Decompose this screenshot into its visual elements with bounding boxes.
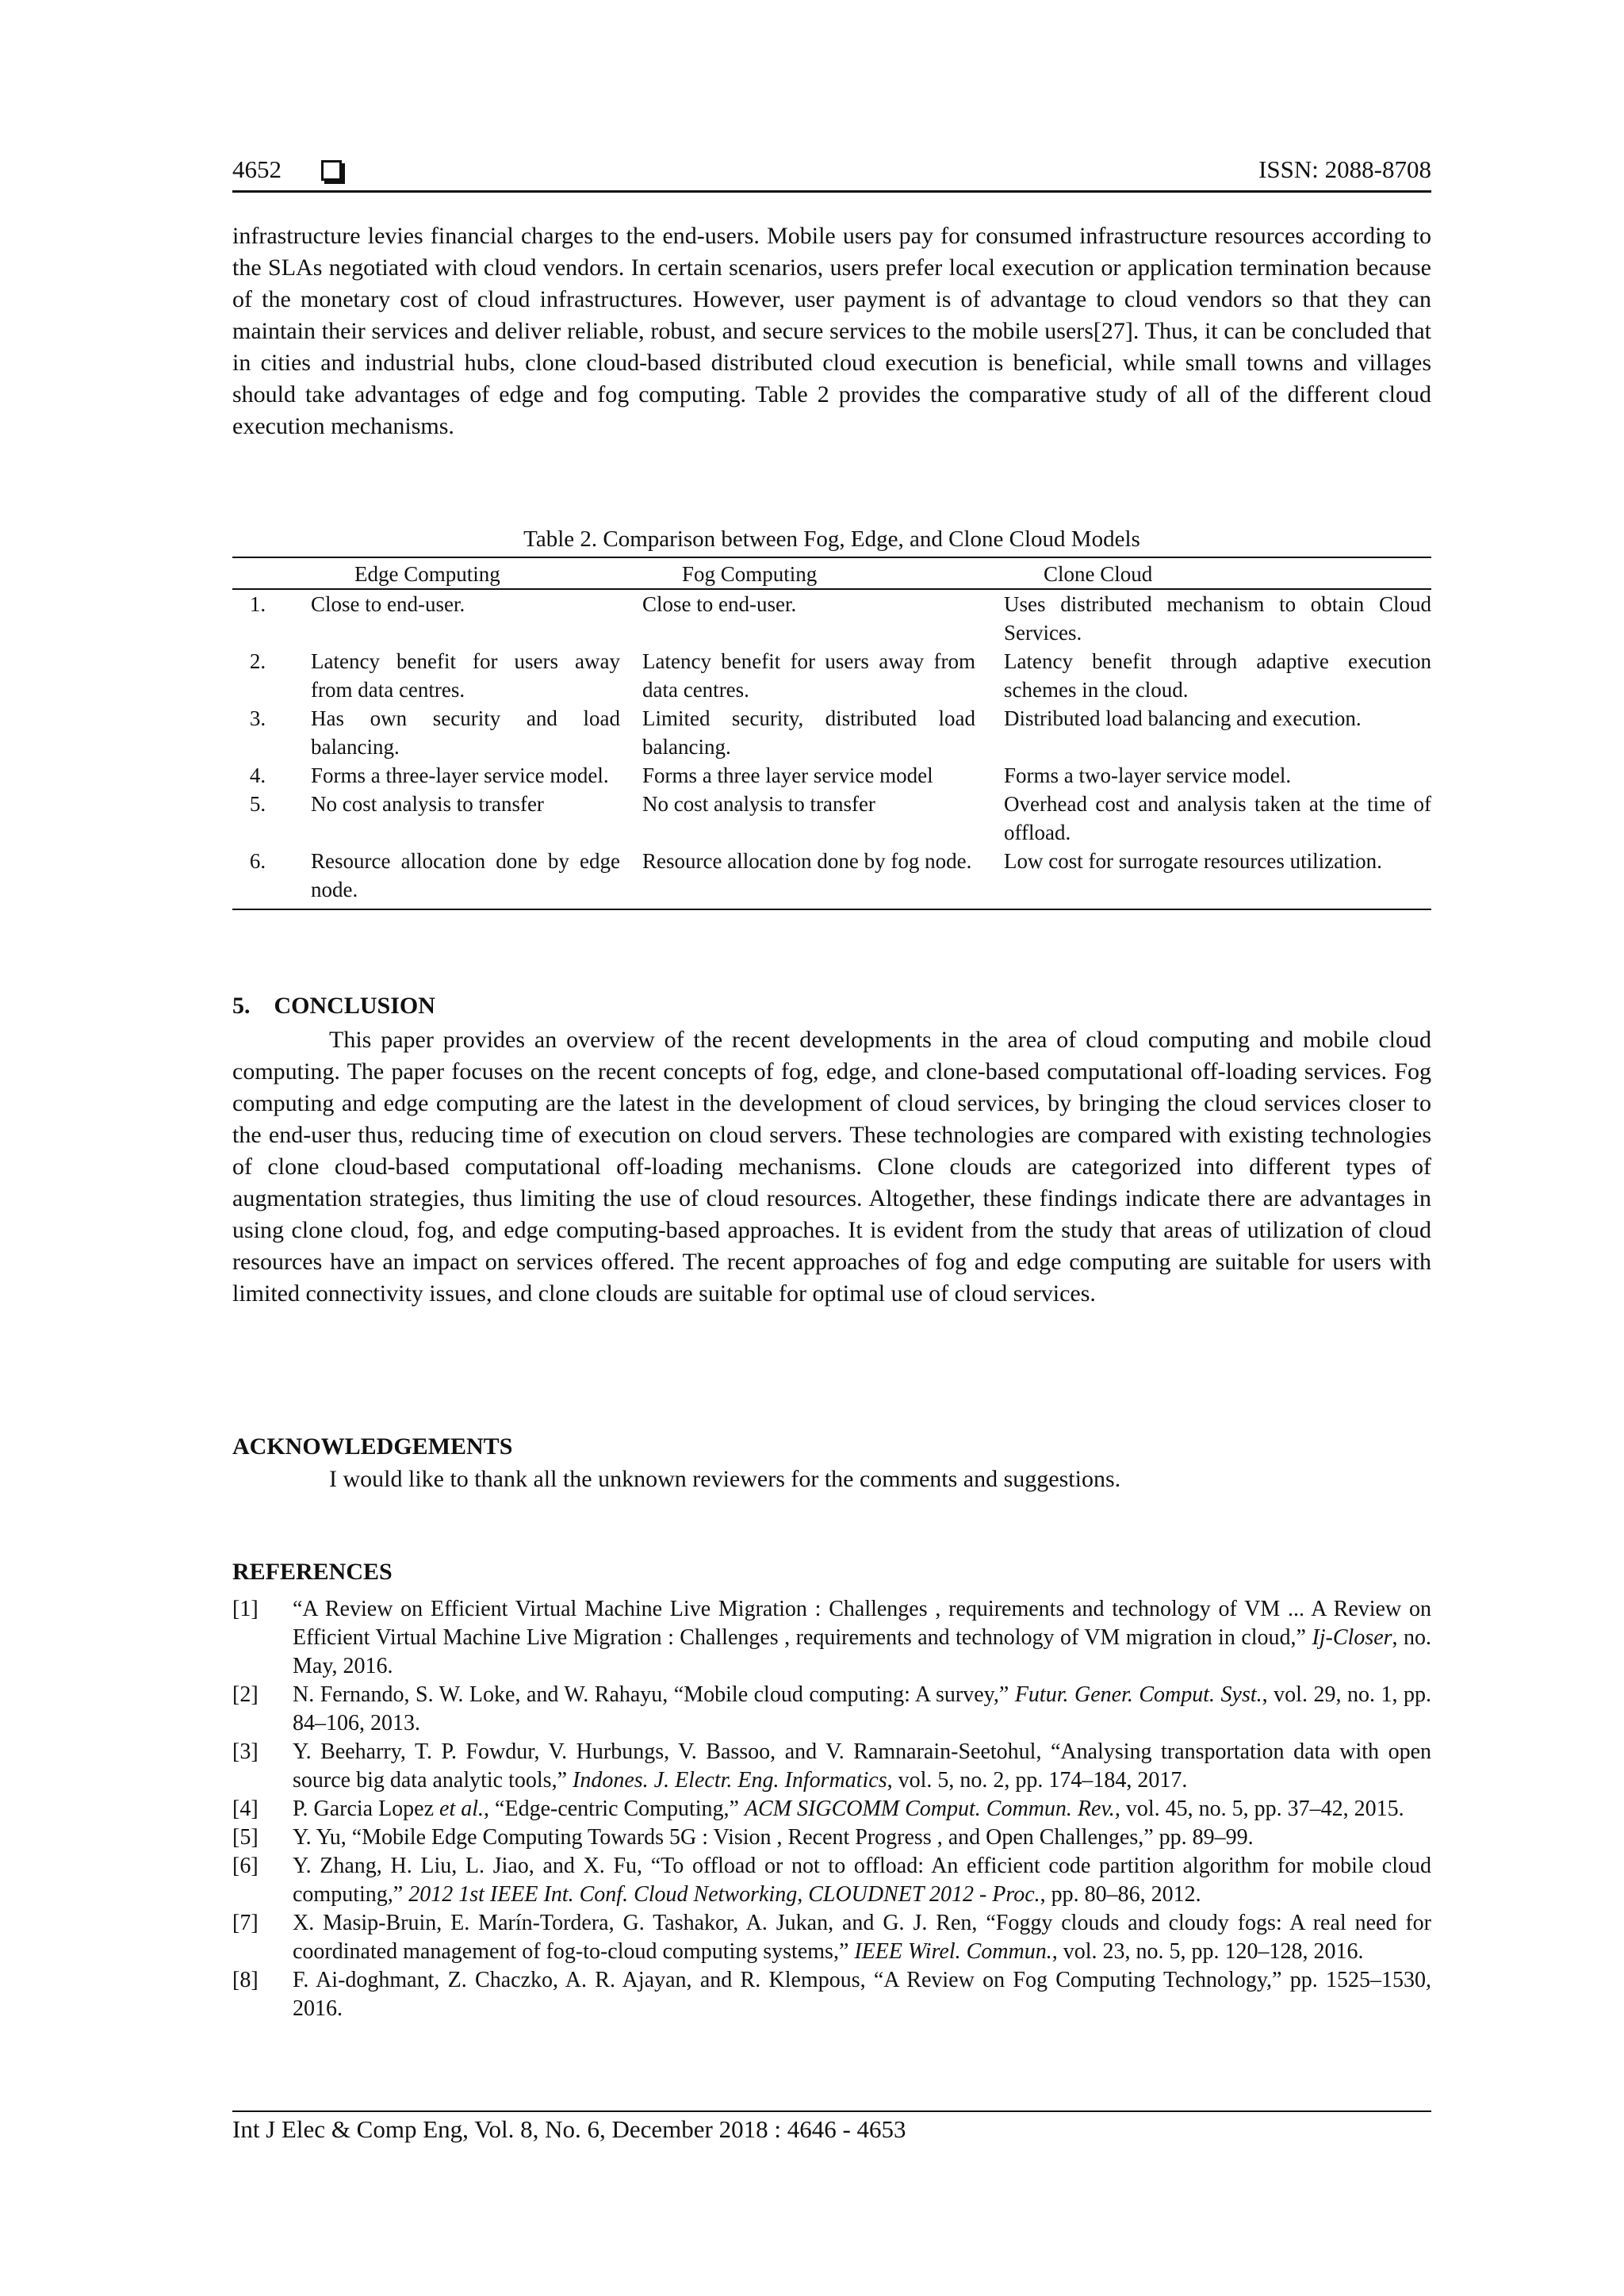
fog-cell: Limited security, distributed load balancing.	[642, 706, 975, 759]
reference-text: F. Ai-doghmant, Z. Chaczko, A. R. Ajayan, and R. Klempous, “A Review on Fog Computing Technology,” pp. 1525–1530, 2016.	[293, 1968, 1431, 2021]
running-header	[232, 155, 1431, 190]
table-row	[232, 647, 1431, 704]
reference-text: , vol. 23, no. 5, pp. 120–128, 2016.	[1051, 1939, 1364, 1964]
table-row	[232, 847, 1431, 909]
reference-venue: Indones. J. Electr. Eng. Informatics	[573, 1768, 887, 1793]
table-row	[232, 589, 1431, 647]
fog-cell: Close to end-user.	[642, 592, 797, 616]
edge-cell: Latency benefit for users away from data centres.	[311, 649, 620, 702]
table-header-fog: Fog Computing	[642, 557, 975, 589]
edge-cell: Close to end-user.	[311, 592, 465, 616]
reference-number: [2]	[232, 1682, 259, 1707]
reference-venue: IEEE Wirel. Commun.	[854, 1939, 1052, 1964]
edge-cell: Has own security and load balancing.	[311, 706, 620, 759]
reference-number: [7]	[232, 1911, 259, 1935]
reference-number: [1]	[232, 1597, 259, 1621]
clone-cell: Low cost for surrogate resources utilization.	[1004, 847, 1431, 909]
table-header-row	[232, 557, 1431, 589]
acknowledgements-heading: ACKNOWLEDGEMENTS	[232, 1433, 513, 1460]
reference-venue: Ij-Closer	[1312, 1625, 1392, 1650]
header-rule	[232, 190, 1431, 193]
row-number: 3.	[249, 706, 266, 730]
reference-item	[232, 1823, 1431, 1852]
reference-text: P. Garcia Lopez	[293, 1797, 440, 1821]
reference-text: “A Review on Efficient Virtual Machine Live Migration : Challenges , requirements and technology of VM ... A Review on Efficient Virtual Machine Live Migration : Challenges , requirements and technology of VM migration in cloud,”	[293, 1597, 1431, 1650]
fog-cell: No cost analysis to transfer	[642, 792, 875, 816]
reference-text: N. Fernando, S. W. Loke, and W. Rahayu, “Mobile cloud computing: A survey,”	[293, 1682, 1015, 1707]
references-list	[232, 1595, 1431, 2023]
reference-number: [3]	[232, 1739, 259, 1764]
reference-text: Y. Beeharry, T. P. Fowdur, V. Hurbungs, V. Bassoo, and V. Ramnarain-Seetohul, “Analysing transportation data with open source big data analytic tools,”	[293, 1739, 1431, 1793]
edge-cell: Resource allocation done by edge node.	[311, 847, 620, 909]
fog-cell: Resource allocation done by fog node.	[642, 847, 975, 909]
edge-cell: Forms a three-layer service model.	[311, 763, 609, 787]
reference-number: [5]	[232, 1825, 259, 1850]
square-bullet-icon	[321, 160, 342, 181]
table-row	[232, 761, 1431, 790]
page-number: 4652	[232, 155, 282, 183]
row-number: 1.	[249, 592, 266, 616]
reference-item	[232, 1681, 1431, 1738]
reference-text: Y. Zhang, H. Liu, L. Jiao, and X. Fu, “To offload or not to offload: An efficient code partition algorithm for mobile cloud computing,”	[293, 1854, 1431, 1907]
reference-item	[232, 1909, 1431, 1966]
clone-cell: Overhead cost and analysis taken at the time of offload.	[1004, 792, 1431, 844]
row-number: 2.	[249, 649, 266, 673]
table-row	[232, 704, 1431, 761]
table-header-num	[232, 557, 283, 589]
reference-number: [4]	[232, 1797, 259, 1821]
reference-venue: ACM SIGCOMM Comput. Commun. Rev.	[744, 1797, 1115, 1821]
clone-cell: Uses distributed mechanism to obtain Cloud Services.	[1004, 592, 1431, 645]
row-number: 5.	[249, 792, 266, 816]
reference-item	[232, 1595, 1431, 1681]
reference-text: , vol. 29, no. 1, pp. 84–106, 2013.	[293, 1682, 1431, 1735]
clone-cell: Latency benefit through adaptive execution schemes in the cloud.	[1004, 649, 1431, 702]
reference-item	[232, 1852, 1431, 1909]
table-row	[232, 790, 1431, 847]
reference-venue: et al.	[439, 1797, 485, 1821]
reference-text: , vol. 45, no. 5, pp. 37–42, 2015.	[1114, 1797, 1404, 1821]
acknowledgements-paragraph: I would like to thank all the unknown reviewers for the comments and suggestions.	[329, 1466, 1121, 1492]
conclusion-paragraph: This paper provides an overview of the recent developments in the area of cloud computing and mobile cloud computing. The paper focuses on the recent concepts of fog, edge, and clone-based computational off-loading services. Fog computing and edge computing are the latest in the development of cloud services, by bringing the cloud services closer to the end-user thus, reducing time of execution on cloud servers. These technologies are compared with existing technologies of clone cloud-based computational off-loading mechanisms. Clone clouds are categorized into different types of augmentation strategies, thus limiting the use of cloud resources. Altogether, these findings indicate there are advantages in using clone cloud, fog, and edge computing-based approaches. It is evident from the study that areas of utilization of cloud resources have an impact on services offered. The recent approaches of fog and edge computing are suitable for users with limited connectivity issues, and clone clouds are suitable for optimal use of cloud services.	[232, 1027, 1431, 1307]
table-header-clone: Clone Cloud	[1004, 557, 1431, 589]
comparison-table	[232, 557, 1431, 910]
intro-paragraph: infrastructure levies financial charges to the end-users. Mobile users pay for consumed infrastructure resources according to the SLAs negotiated with cloud vendors. In certain scenarios, users prefer local execution or application termination because of the monetary cost of cloud infrastructures. However, user payment is of advantage to cloud vendors so that they can maintain their services and deliver reliable, robust, and secure services to the mobile users[27]. Thus, it can be concluded that in cities and industrial hubs, clone cloud-based distributed cloud execution is beneficial, while small towns and villages should take advantages of edge and fog computing. Table 2 provides the comparative study of all of the different cloud execution mechanisms.	[232, 223, 1431, 439]
reference-venue: 2012 1st IEEE Int. Conf. Cloud Networking, CLOUDNET 2012 - Proc.	[408, 1882, 1040, 1907]
reference-text: , vol. 5, no. 2, pp. 174–184, 2017.	[887, 1768, 1188, 1793]
row-number: 4.	[249, 763, 266, 787]
reference-text: Y. Yu, “Mobile Edge Computing Towards 5G : Vision , Recent Progress , and Open Challenges,” pp. 89–99.	[293, 1825, 1254, 1850]
references-heading: REFERENCES	[232, 1559, 393, 1585]
reference-number: [8]	[232, 1968, 259, 1992]
table-caption: Table 2. Comparison between Fog, Edge, and Clone Cloud Models	[523, 526, 1140, 552]
footer-citation: Int J Elec & Comp Eng, Vol. 8, No. 6, December 2018 : 4646 - 4653	[232, 2115, 906, 2143]
conclusion-heading: 5. CONCLUSION	[232, 993, 435, 1019]
reference-item	[232, 1966, 1431, 2023]
footer-rule	[232, 2110, 1431, 2112]
edge-cell: No cost analysis to transfer	[311, 792, 544, 816]
reference-venue: Futur. Gener. Comput. Syst.	[1014, 1682, 1262, 1707]
clone-cell: Distributed load balancing and execution.	[1004, 706, 1362, 730]
table-header-edge: Edge Computing	[311, 557, 620, 589]
reference-text: , “Edge-centric Computing,”	[484, 1797, 745, 1821]
reference-number: [6]	[232, 1854, 259, 1878]
row-number: 6.	[232, 847, 283, 909]
issn-label: ISSN: 2088-8708	[1258, 155, 1431, 183]
reference-item	[232, 1795, 1431, 1823]
reference-text: X. Masip-Bruin, E. Marín-Tordera, G. Tashakor, A. Jukan, and G. J. Ren, “Foggy clouds and cloudy fogs: A real need for coordinated management of fog-to-cloud computing systems,”	[293, 1911, 1431, 1964]
fog-cell: Latency benefit for users away from data centres.	[642, 649, 975, 702]
clone-cell: Forms a two-layer service model.	[1004, 763, 1292, 787]
fog-cell: Forms a three layer service model	[642, 763, 933, 787]
reference-text: , no. May, 2016.	[293, 1625, 1431, 1678]
reference-text: , pp. 80–86, 2012.	[1040, 1882, 1201, 1907]
reference-item	[232, 1738, 1431, 1795]
